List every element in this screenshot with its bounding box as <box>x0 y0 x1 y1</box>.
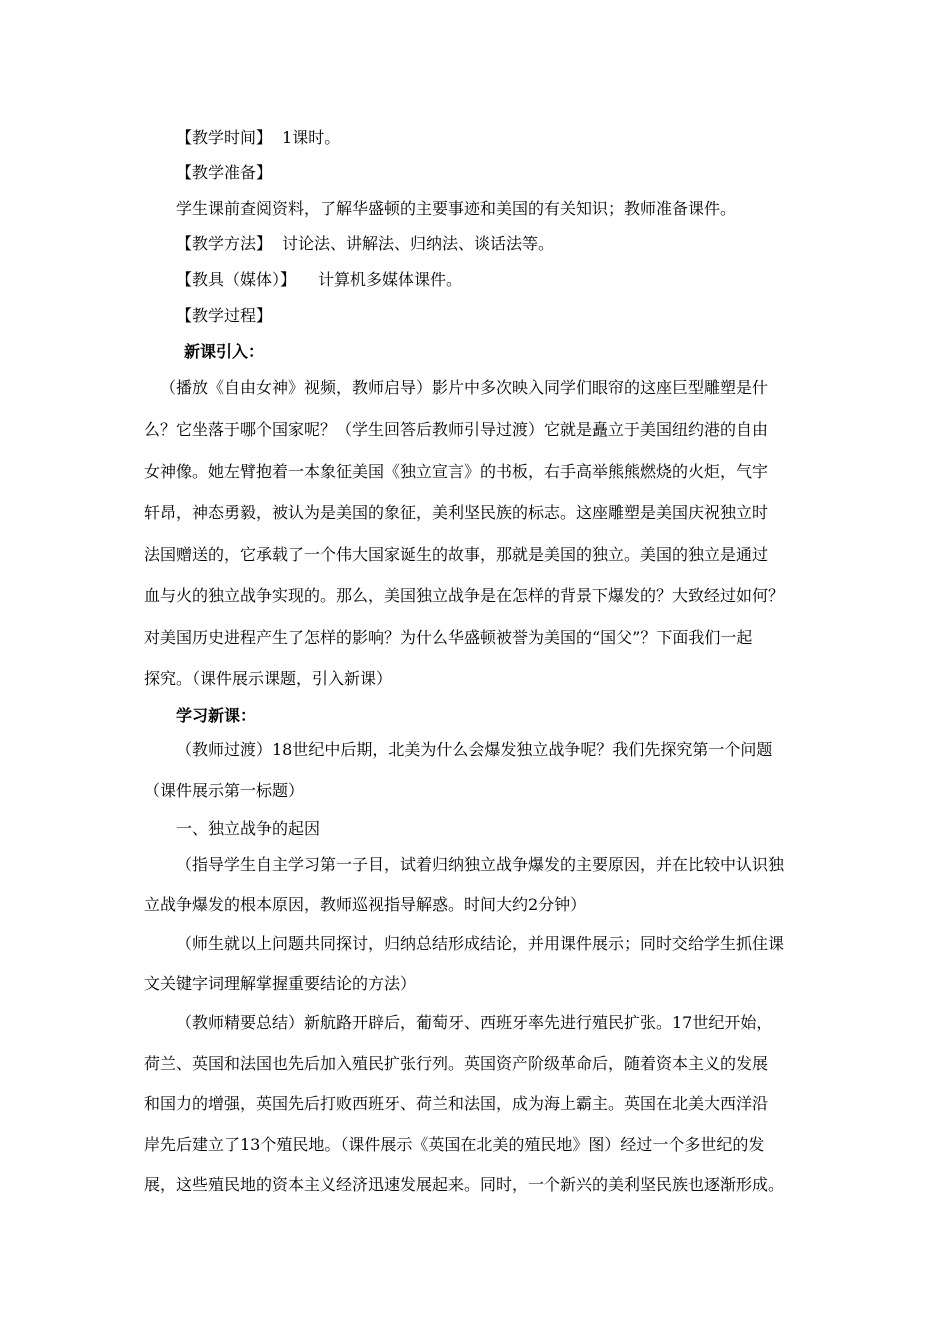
teaching-tools-value: 计算机多媒体课件。 <box>318 270 463 289</box>
intro-line: 探究。（课件展示课题，引入新课） <box>144 669 393 688</box>
lesson-line: 和国力的增强，英国先后打败西班牙、荷兰和法国，成为海上霸主。英国在北美大西洋沿 <box>144 1094 769 1113</box>
intro-line: （播放《自由女神》视频，教师启导）影片中多次映入同学们眼帘的这座巨型雕塑是什 <box>160 378 769 397</box>
intro-line: 轩昂，神态勇毅，被认为是美国的象征，美利坚民族的标志。这座雕塑是美国庆祝独立时 <box>144 503 769 522</box>
teaching-method-label: 【教学方法】 <box>176 234 273 253</box>
lesson-line: （教师精要总结）新航路开辟后，葡萄牙、西班牙率先进行殖民扩张。17世纪开始， <box>176 1013 773 1032</box>
intro-line: 么？它坐落于哪个国家呢？（学生回答后教师引导过渡）它就是矗立于美国纽约港的自由 <box>144 420 769 439</box>
teaching-prep-text: 学生课前查阅资料，了解华盛顿的主要事迹和美国的有关知识；教师准备课件。 <box>176 199 737 218</box>
teaching-prep-label: 【教学准备】 <box>176 163 273 182</box>
teaching-method-value: 讨论法、讲解法、归纳法、谈话法等。 <box>282 234 555 253</box>
lesson-line: （教师过渡）18世纪中后期，北美为什么会爆发独立战争呢？我们先探究第一个问题 <box>176 740 773 759</box>
new-lesson-heading: 学习新课： <box>176 706 257 725</box>
teaching-time-value: 1课时。 <box>282 128 341 147</box>
lesson-line: （课件展示第一标题） <box>144 781 305 800</box>
intro-line: 女神像。她左臂抱着一本象征美国《独立宣言》的书板，右手高举熊熊燃烧的火炬，气宇 <box>144 462 769 481</box>
intro-line: 血与火的独立战争实现的。那么，美国独立战争是在怎样的背景下爆发的？大致经过如何？ <box>144 586 785 605</box>
lesson-line: 荷兰、英国和法国也先后加入殖民扩张行列。英国资产阶级革命后，随着资本主义的发展 <box>144 1054 769 1073</box>
lesson-line: 展，这些殖民地的资本主义经济迅速发展起来。同时，一个新兴的美利坚民族也逐渐形成。 <box>144 1175 785 1194</box>
teaching-time-line <box>176 128 340 148</box>
lesson-line: 立战争爆发的根本原因，教师巡视指导解惑。时间大约2分钟） <box>144 895 587 914</box>
lesson-line: （指导学生自主学习第一子目，试着归纳独立战争爆发的主要原因，并在比较中认识独 <box>176 855 785 874</box>
intro-line: 对美国历史进程产生了怎样的影响？为什么华盛顿被誉为美国的“国父”？下面我们一起 <box>144 628 753 647</box>
teaching-process-label: 【教学过程】 <box>176 306 273 325</box>
lesson-section-title: 一、独立战争的起因 <box>176 819 321 838</box>
teaching-tools-label: 【教具（媒体）】 <box>176 270 297 289</box>
intro-line: 法国赠送的，它承载了一个伟大国家诞生的故事，那就是美国的独立。美国的独立是通过 <box>144 545 769 564</box>
teaching-time-label: 【教学时间】 <box>176 128 273 147</box>
teaching-method-line <box>176 234 554 254</box>
intro-heading: 新课引入： <box>184 342 265 361</box>
lesson-line: 文关键字词理解掌握重要结论的方法） <box>144 974 417 993</box>
lesson-line: （师生就以上问题共同探讨，归纳总结形成结论，并用课件展示；同时交给学生抓住课 <box>176 934 785 953</box>
teaching-tools-line <box>176 270 462 290</box>
lesson-line: 岸先后建立了13个殖民地。（课件展示《英国在北美的殖民地》图）经过一个多世纪的发 <box>144 1135 765 1154</box>
